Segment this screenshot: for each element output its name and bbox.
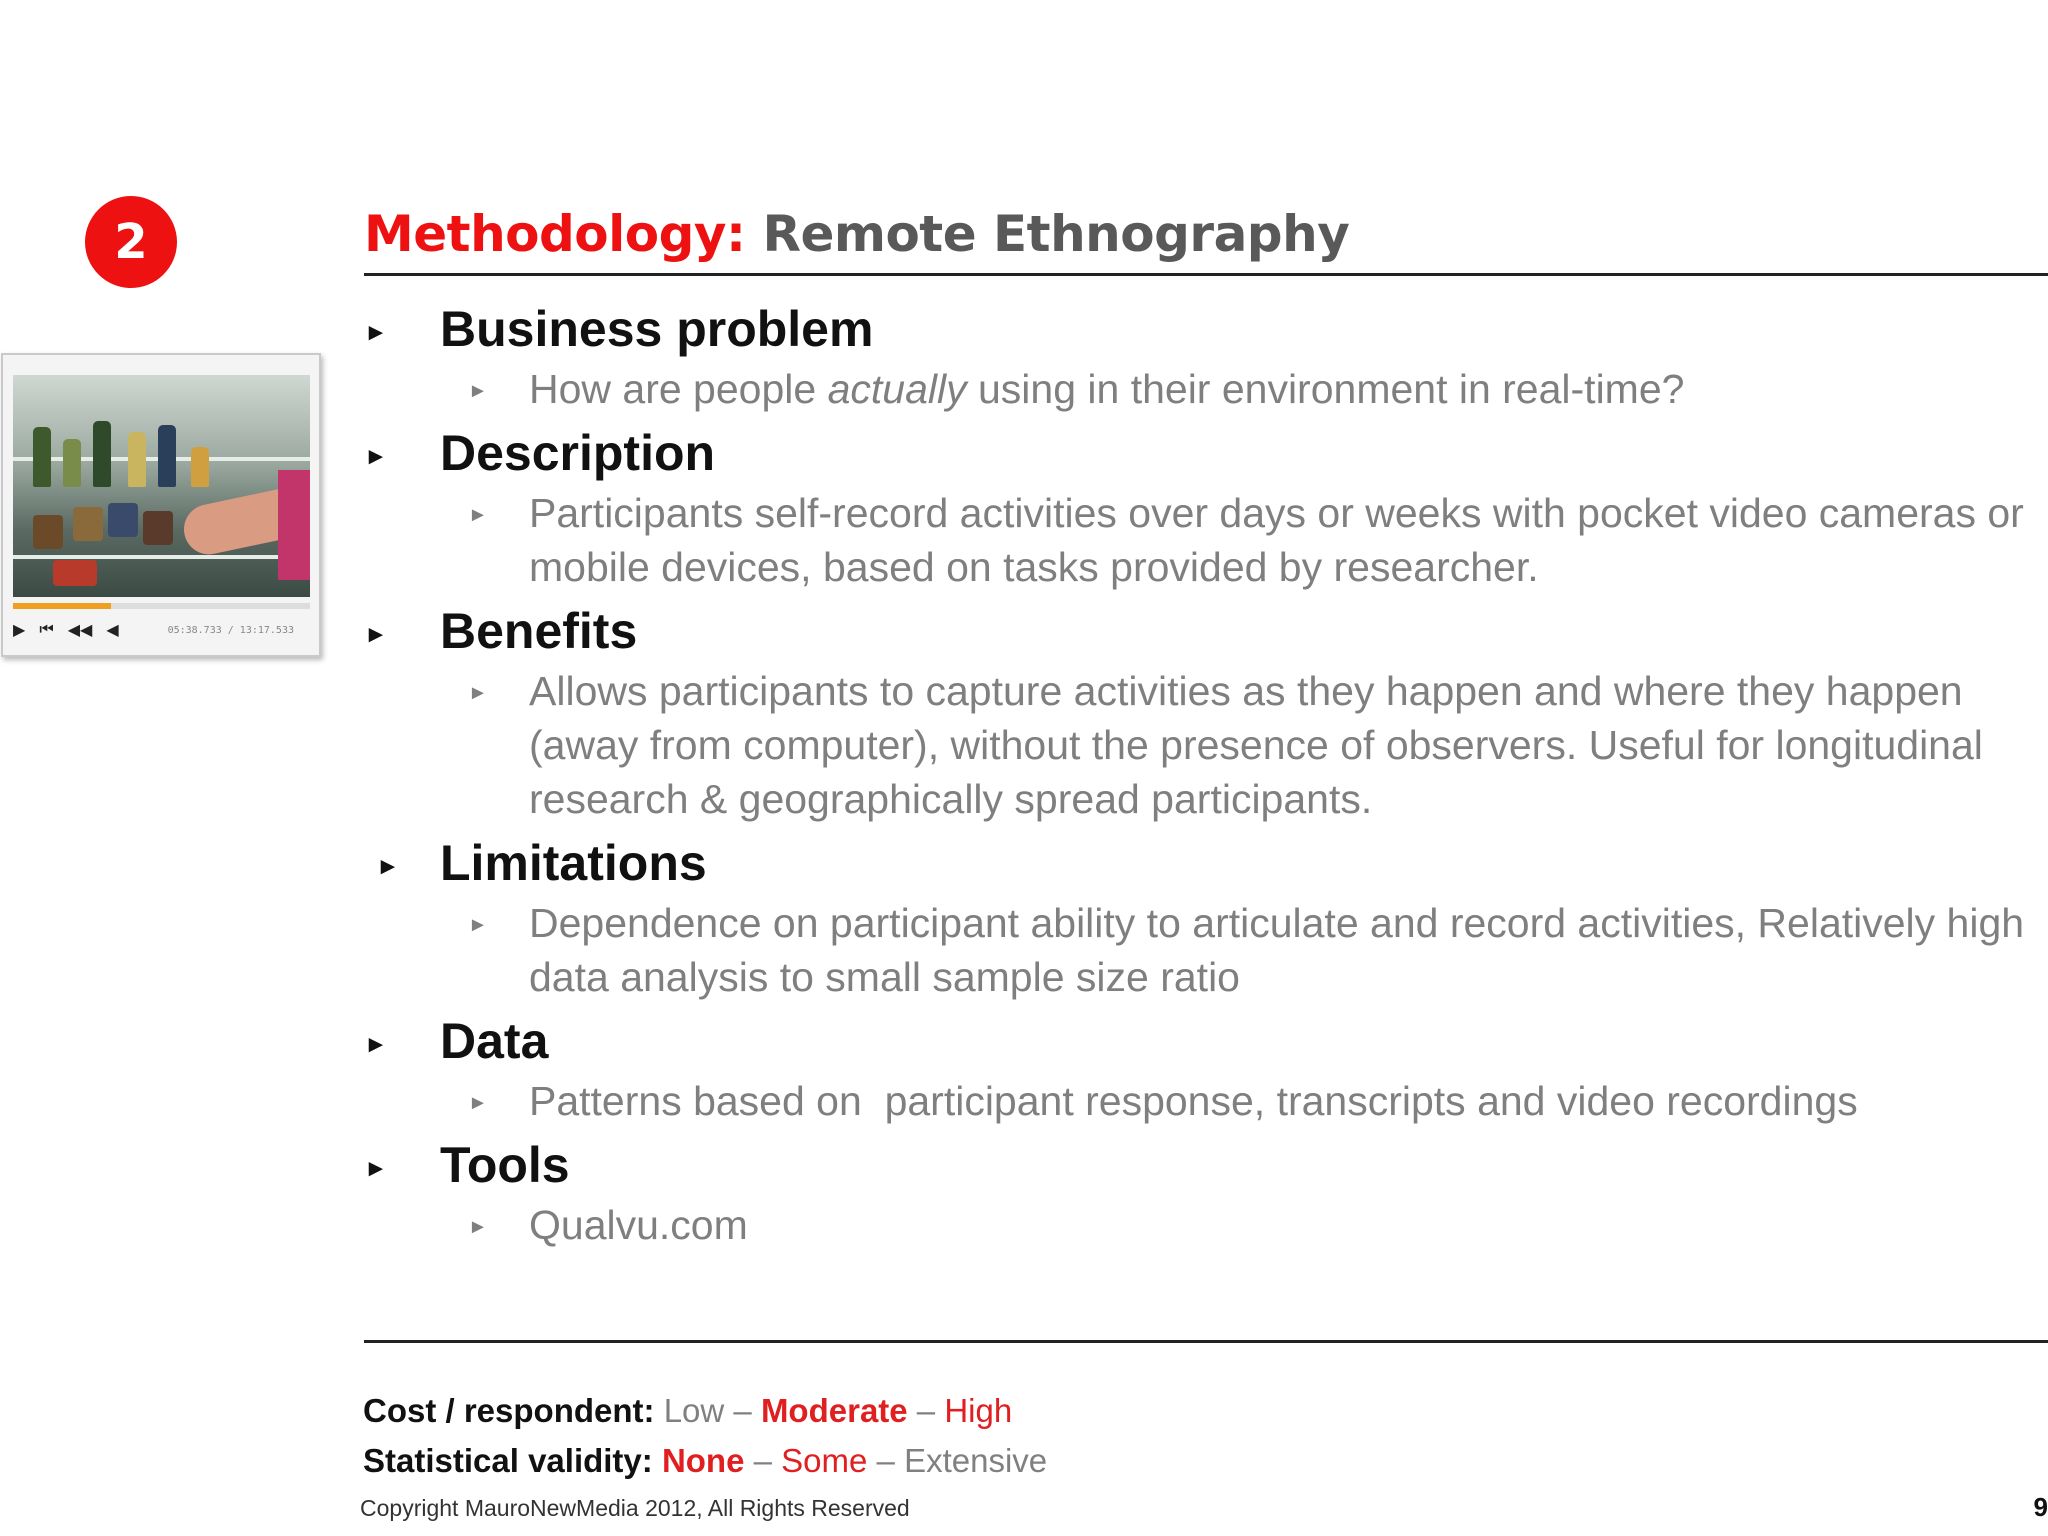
section-point — [364, 1198, 2044, 1252]
cost-separator: – — [907, 1392, 945, 1429]
footer-divider — [364, 1340, 2048, 1343]
triangle-right-icon: ► — [364, 621, 388, 648]
bottle-shape — [93, 421, 111, 487]
validity-separator: – — [867, 1442, 905, 1479]
validity-extensive: Extensive — [904, 1442, 1048, 1479]
point-text: Participants self-record activities over days or weeks with pocket video cameras or mobile devices, based on tasks provided by researcher. — [529, 490, 2036, 590]
validity-none-selected: None — [661, 1442, 745, 1479]
triangle-right-icon: ► — [468, 682, 488, 704]
fridge-shelf — [13, 555, 310, 559]
cost-low: Low — [663, 1392, 725, 1429]
cost-high: High — [944, 1392, 1013, 1429]
point-text: Allows participants to capture activities as they happen and where they happen (away from computer), without the presence of observers. Useful for longitudinal research & geographically spread participants. — [529, 668, 1995, 822]
bottle-shape — [128, 432, 146, 487]
section-heading-text: Limitations — [440, 835, 707, 891]
section-point — [364, 896, 2044, 1004]
section-point — [364, 486, 2044, 594]
triangle-right-icon: ► — [364, 1155, 388, 1182]
bottle-shape — [191, 447, 209, 487]
section-heading-text: Tools — [440, 1137, 570, 1193]
slide-content — [364, 296, 2044, 1256]
video-frame — [13, 375, 310, 597]
video-controls — [13, 617, 310, 643]
point-text: Dependence on participant ability to articulate and record activities, Relatively high data analysis to small sample size ratio — [529, 900, 2036, 1000]
rewind-icon[interactable]: ◀◀ — [67, 622, 93, 639]
triangle-right-icon: ► — [376, 853, 400, 880]
triangle-right-icon: ► — [364, 319, 388, 346]
section-heading-text: Description — [440, 425, 716, 481]
validity-rating — [363, 1436, 1047, 1486]
section-point — [364, 664, 2044, 826]
section-point — [364, 1074, 2044, 1128]
point-text: How are people — [529, 366, 828, 412]
bottle-shape — [158, 425, 176, 487]
step-number-badge — [85, 196, 177, 288]
section-heading — [364, 1008, 2044, 1074]
copyright-notice: Copyright MauroNewMedia 2012, All Rights Reserved — [360, 1495, 910, 1521]
play-icon[interactable]: ▶ — [13, 622, 26, 639]
section-heading-text: Business problem — [440, 301, 874, 357]
section-heading — [364, 420, 2044, 486]
triangle-right-icon: ► — [468, 380, 488, 402]
title-rest: Remote Ethnography — [745, 205, 1350, 263]
cost-rating — [363, 1386, 1047, 1436]
triangle-right-icon: ► — [468, 914, 488, 936]
jar-shape — [73, 507, 103, 541]
video-timecode: 05:38.733 / 13:17.533 — [167, 624, 294, 636]
triangle-right-icon: ► — [468, 504, 488, 526]
validity-separator: – — [744, 1442, 782, 1479]
point-text: Qualvu.com — [529, 1202, 748, 1248]
ratings-block — [363, 1386, 1047, 1486]
section-heading — [364, 1132, 2044, 1198]
section-heading — [364, 296, 2044, 362]
cost-separator: – — [724, 1392, 761, 1429]
jar-shape — [108, 503, 138, 537]
triangle-right-icon: ► — [468, 1092, 488, 1114]
video-progress-bar[interactable] — [13, 603, 310, 609]
point-text-end: using in their environment in real-time? — [966, 366, 1685, 412]
step-number: 2 — [114, 214, 148, 270]
title-divider — [364, 273, 2048, 276]
jar-shape — [143, 511, 173, 545]
jar-shape — [53, 560, 97, 586]
section-heading — [364, 830, 2044, 896]
video-thumbnail[interactable] — [1, 353, 321, 657]
validity-some: Some — [781, 1442, 868, 1479]
video-progress-fill — [13, 603, 111, 609]
bottle-shape — [63, 439, 81, 487]
cost-label: Cost / respondent: — [363, 1392, 655, 1429]
cost-moderate-selected: Moderate — [760, 1392, 908, 1429]
skip-back-icon[interactable]: ⏮ — [39, 621, 54, 638]
bottle-shape — [33, 427, 51, 487]
jar-shape — [33, 515, 63, 549]
triangle-right-icon: ► — [364, 443, 388, 470]
point-text: Patterns based on participant response, transcripts and video recordings — [529, 1078, 1858, 1124]
triangle-right-icon: ► — [364, 1031, 388, 1058]
validity-label: Statistical validity: — [363, 1442, 653, 1479]
page-number: 9 — [2033, 1492, 2048, 1522]
section-heading — [364, 598, 2044, 664]
section-point — [364, 362, 2044, 416]
point-text-emphasis: actually — [827, 366, 967, 412]
sleeve-shape — [278, 470, 310, 580]
section-heading-text: Data — [440, 1013, 549, 1069]
title-lead: Methodology: — [364, 205, 746, 263]
slide-title — [364, 202, 1349, 266]
triangle-right-icon: ► — [468, 1216, 488, 1238]
section-heading-text: Benefits — [440, 603, 638, 659]
volume-icon[interactable]: ◀ — [106, 622, 119, 639]
